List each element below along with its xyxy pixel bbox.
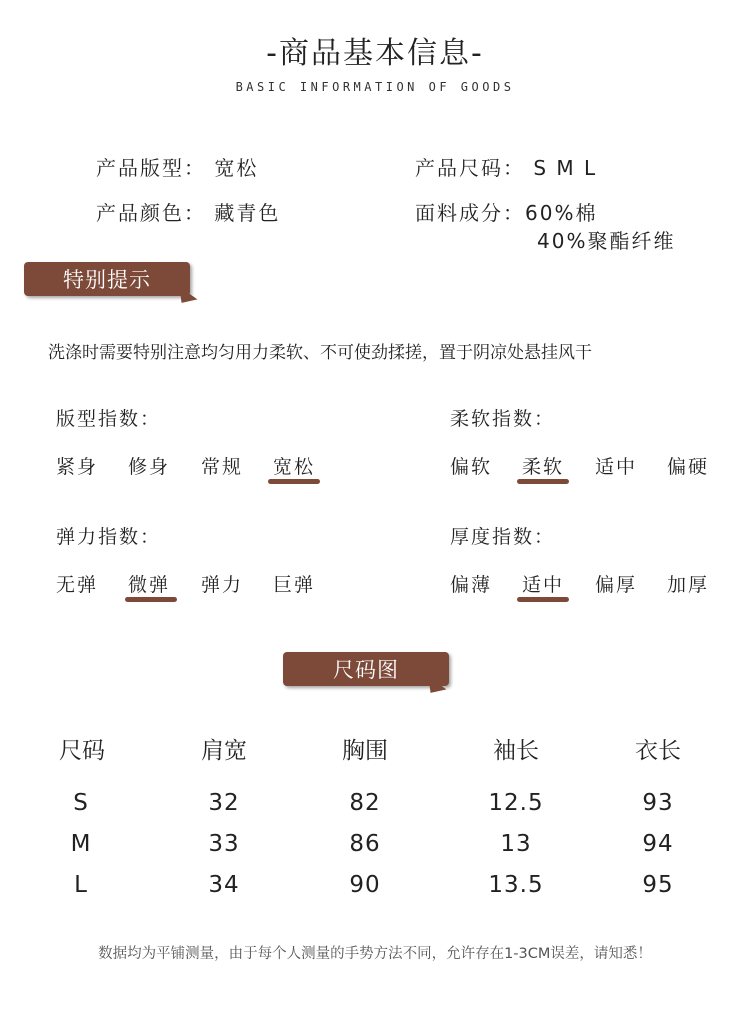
elasticity-option-selected: 微弹 [128, 574, 171, 596]
fit-option: 修身 [128, 456, 171, 478]
elasticity-option: 巨弹 [273, 574, 316, 596]
table-header: 衣长 [635, 738, 681, 764]
table-cell: 32 [208, 790, 240, 816]
table-cell: 34 [208, 872, 240, 898]
special-tip-tag [24, 262, 190, 296]
table-cell: S [73, 790, 89, 816]
table-cell: 13.5 [488, 872, 544, 898]
table-header: 尺码 [59, 738, 105, 764]
elasticity-option: 弹力 [201, 574, 244, 596]
fit-option: 常规 [201, 456, 244, 478]
table-cell: M [70, 831, 92, 857]
tag-tail-icon [173, 287, 198, 309]
fit-selected-underline [268, 479, 320, 484]
size-chart-tag [283, 652, 449, 686]
table-cell: 33 [208, 831, 240, 857]
table-cell: 82 [349, 790, 381, 816]
table-cell: L [74, 872, 88, 898]
page-subtitle: BASIC INFORMATION OF GOODS [235, 80, 515, 94]
thickness-selected-underline [517, 597, 569, 602]
size-chart-label: 尺码图 [333, 658, 399, 682]
table-header: 胸围 [342, 738, 388, 764]
table-cell: 93 [642, 790, 674, 816]
table-cell: 13 [500, 831, 532, 857]
info-color: 产品颜色： 藏青色 [96, 201, 281, 225]
special-tip-label: 特别提示 [63, 268, 151, 292]
info-sizes: 产品尺码： S M L [415, 156, 598, 180]
info-fit: 产品版型： 宽松 [96, 156, 259, 180]
softness-option-selected: 柔软 [522, 456, 565, 478]
table-header: 袖长 [493, 738, 539, 764]
thickness-option: 加厚 [667, 574, 710, 596]
thickness-option: 偏厚 [595, 574, 638, 596]
measurement-note: 数据均为平铺测量，由于每个人测量的手势方法不同，允许存在1-3CM误差，请知悉！ [98, 946, 652, 962]
special-tip-text: 洗涤时需要特别注意均匀用力柔软、不可使劲揉搓，置于阴凉处悬挂风干 [48, 343, 592, 363]
softness-index-label: 柔软指数： [450, 408, 556, 430]
softness-option: 偏硬 [667, 456, 710, 478]
elasticity-index-label: 弹力指数： [56, 526, 162, 548]
table-header: 肩宽 [201, 738, 247, 764]
fit-option-selected: 宽松 [273, 456, 316, 478]
info-fabric-line1: 面料成分：60%棉 [415, 201, 598, 225]
info-fabric-line2: 40%聚酯纤维 [537, 229, 676, 253]
fit-option: 紧身 [56, 456, 99, 478]
elasticity-selected-underline [125, 597, 177, 602]
thickness-index-label: 厚度指数： [450, 526, 556, 548]
table-cell: 95 [642, 872, 674, 898]
softness-selected-underline [517, 479, 569, 484]
table-cell: 86 [349, 831, 381, 857]
table-cell: 90 [349, 872, 381, 898]
softness-option: 偏软 [450, 456, 493, 478]
tag-tail-icon [422, 677, 447, 699]
table-cell: 94 [642, 831, 674, 857]
fit-index-label: 版型指数： [56, 408, 162, 430]
elasticity-option: 无弹 [56, 574, 99, 596]
softness-option: 适中 [595, 456, 638, 478]
thickness-option-selected: 适中 [522, 574, 565, 596]
thickness-option: 偏薄 [450, 574, 493, 596]
page-title: -商品基本信息- [266, 36, 484, 71]
table-cell: 12.5 [488, 790, 544, 816]
